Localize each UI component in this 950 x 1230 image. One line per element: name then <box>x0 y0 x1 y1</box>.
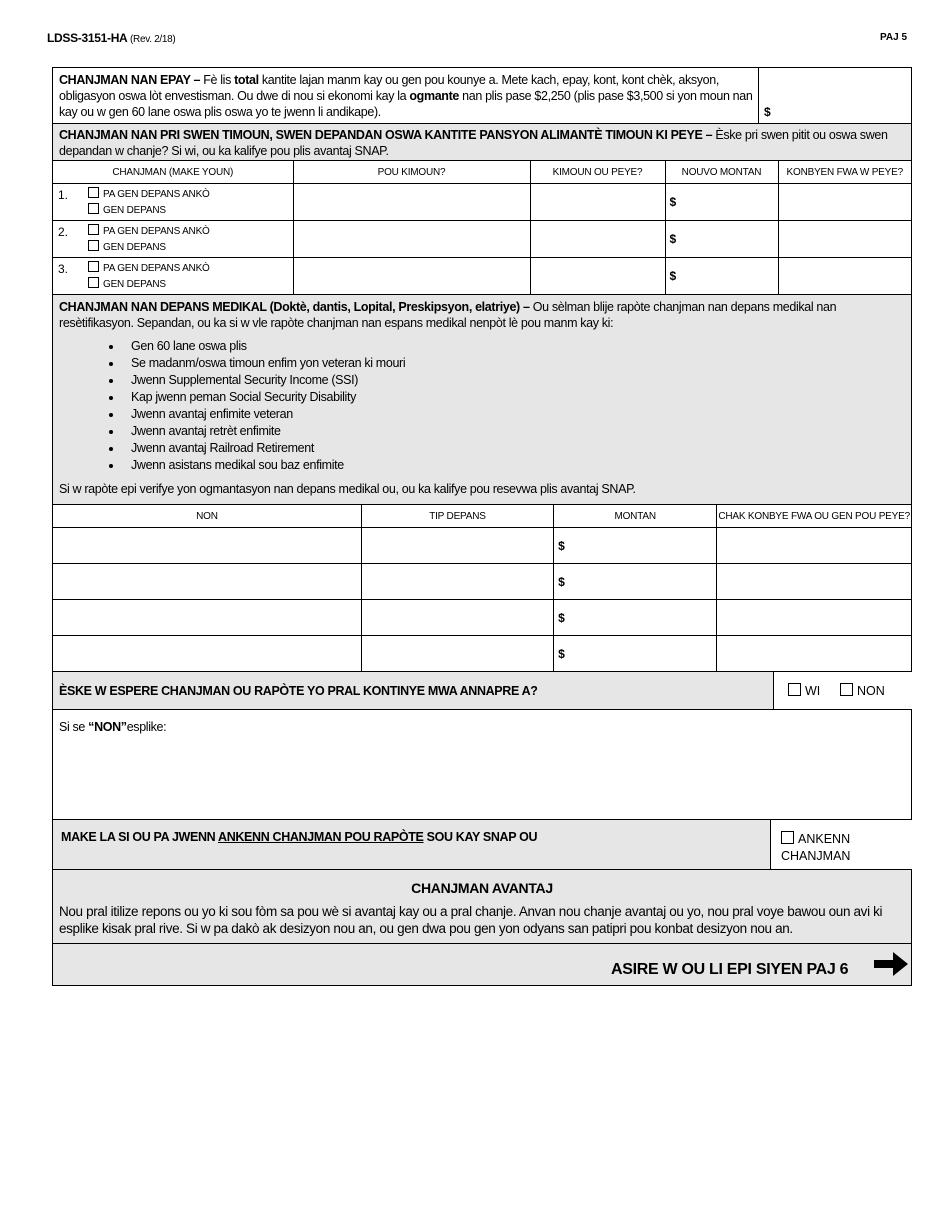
list-item: • Kap jwenn peman Social Security Disability <box>123 389 405 406</box>
checkbox[interactable] <box>88 203 99 214</box>
medical-closing-text: Si w rapòte epi verifye yon ogmantasyon nan depans medikal ou, ou ka kalifye pou resevwa plis avantaj SNAP. <box>59 482 636 496</box>
checkbox[interactable] <box>88 187 99 198</box>
explain-field[interactable] <box>53 710 911 820</box>
benefit-change-text: Nou pral itilize repons ou yo ki sou fòm sa pou wè si avantaj kay ou a pral chanje. Anvan nou chanje avantaj ou yo, nou pral voye bawou oun avi ki esplike kisak pral rive. Si w pa dakò ak desizyon nou an, ou gen dwa pou gen yon odyans san patipri pou konbat desizyon nou an. <box>59 904 883 936</box>
for-whom-field[interactable] <box>293 258 530 295</box>
amount-field[interactable]: $ <box>554 636 717 672</box>
benefit-change-title: CHANJMAN AVANTAJ <box>411 880 553 896</box>
for-whom-field[interactable] <box>293 184 530 221</box>
row-number: 1. <box>58 188 69 202</box>
list-item: • Jwenn avantaj enfimite veteran <box>123 406 405 423</box>
table-row <box>53 528 911 564</box>
new-amount-field[interactable]: $ <box>665 184 778 221</box>
savings-section <box>53 68 911 124</box>
footer-banner <box>53 944 911 985</box>
how-often-field[interactable] <box>778 184 911 221</box>
sign-page-instruction: ASIRE W OU LI EPI SIYEN PAJ 6 <box>611 961 849 978</box>
who-you-pay-field[interactable] <box>530 184 665 221</box>
checkbox[interactable] <box>88 240 99 251</box>
no-change-option[interactable]: ANKENN CHANJMAN <box>781 832 851 863</box>
medical-bullet-list <box>103 338 405 474</box>
column-header: KIMOUN OU PEYE? <box>530 161 665 184</box>
column-header: KONBYEN FWA W PEYE? <box>778 161 911 184</box>
frequency-field[interactable] <box>717 600 911 636</box>
expense-option[interactable]: GEN DEPANS <box>88 240 166 253</box>
medical-section <box>53 295 911 505</box>
name-field[interactable] <box>53 528 361 564</box>
child-support-section <box>53 124 911 161</box>
checkbox[interactable] <box>788 683 801 696</box>
name-field[interactable] <box>53 600 361 636</box>
table-row <box>53 184 911 221</box>
expense-option[interactable]: GEN DEPANS <box>88 277 166 290</box>
column-header: TIP DEPANS <box>361 505 553 528</box>
table-row <box>53 564 911 600</box>
column-header: POU KIMOUN? <box>293 161 530 184</box>
table-row <box>53 221 911 258</box>
row-number: 2. <box>58 225 69 239</box>
no-expense-option[interactable]: PA GEN DEPANS ANKÒ <box>88 224 210 237</box>
column-header: CHANJMAN (MAKE YOUN) <box>53 161 293 184</box>
form-id: LDSS-3151-HA (Rev. 2/18) <box>47 31 176 45</box>
name-field[interactable] <box>53 636 361 672</box>
table-row <box>53 636 911 672</box>
column-header: CHAK KONBYE FWA OU GEN POU PEYE? <box>717 505 911 528</box>
list-item: • Jwenn Supplemental Security Income (SSI) <box>123 372 405 389</box>
expense-type-field[interactable] <box>361 600 553 636</box>
frequency-field[interactable] <box>717 636 911 672</box>
frequency-field[interactable] <box>717 564 911 600</box>
checkbox[interactable] <box>88 261 99 272</box>
table-row <box>53 258 911 295</box>
frequency-field[interactable] <box>717 528 911 564</box>
explain-label: Si se “NON”esplike: <box>59 720 167 734</box>
checkbox[interactable] <box>88 277 99 288</box>
column-header: NON <box>53 505 361 528</box>
yes-option[interactable]: WI <box>788 683 820 698</box>
medical-text: CHANJMAN NAN DEPANS MEDIKAL (Doktè, dantis, Lopital, Preskipsyon, elatriye) – Ou sèlman blije rapòte chanjman nan depans medikal nan resètifikasyon. Sepandan, ou ka si w vle rapòte chanjman nan espans medikal nenpòt lè pou manm kay ki: <box>59 300 837 330</box>
checkbox[interactable] <box>88 224 99 235</box>
amount-field[interactable]: $ <box>554 600 717 636</box>
savings-amount-field[interactable]: $ <box>758 68 912 123</box>
how-often-field[interactable] <box>778 221 911 258</box>
new-amount-field[interactable]: $ <box>665 221 778 258</box>
column-header: MONTAN <box>554 505 717 528</box>
column-header: NOUVO MONTAN <box>665 161 778 184</box>
continue-question-text: ÈSKE W ESPERE CHANJMAN OU RAPÒTE YO PRAL KONTINYE MWA ANNAPRE A? <box>59 684 538 698</box>
no-expense-option[interactable]: PA GEN DEPANS ANKÒ <box>88 261 210 274</box>
savings-text: CHANJMAN NAN EPAY – Fè lis total kantite lajan manm kay ou gen pou kounye a. Mete kach, epay, kont, kont chèk, aksyon, obligasyon oswa lòt envestisman. Ou dwe di nou si ekonomi kay la ogmante nan plis pase $2,250 (plis pase $3,500 si yon moun nan kay ou w gen 60 lane oswa plis oswa yo te jwenn li andikape). <box>59 73 753 119</box>
for-whom-field[interactable] <box>293 221 530 258</box>
continue-question-section <box>53 672 911 710</box>
continue-answer-box <box>773 672 912 709</box>
new-amount-field[interactable]: $ <box>665 258 778 295</box>
expense-type-field[interactable] <box>361 564 553 600</box>
list-item: • Gen 60 lane oswa plis <box>123 338 405 355</box>
page-number: PAJ 5 <box>880 32 908 43</box>
change-report-form <box>52 67 912 986</box>
expense-type-field[interactable] <box>361 528 553 564</box>
checkbox[interactable] <box>840 683 853 696</box>
expense-type-field[interactable] <box>361 636 553 672</box>
no-change-text: MAKE LA SI OU PA JWENN ANKENN CHANJMAN POU RAPÒTE SOU KAY SNAP OU <box>61 830 538 844</box>
list-item: • Jwenn asistans medikal sou baz enfimite <box>123 457 405 474</box>
table-row <box>53 600 911 636</box>
child-support-text: CHANJMAN NAN PRI SWEN TIMOUN, SWEN DEPANDAN OSWA KANTITE PANSYON ALIMANTÈ TIMOUN KI PEYE – Èske pri swen pitit ou oswa swen depandan w chanje? Si wi, ou ka kalifye pou plis avantaj SNAP. <box>59 128 888 158</box>
medical-table <box>53 505 911 672</box>
form-revision: (Rev. 2/18) <box>130 34 176 45</box>
arrow-right-icon <box>873 949 909 979</box>
checkbox[interactable] <box>781 831 794 844</box>
list-item: • Jwenn avantaj retrèt enfimite <box>123 423 405 440</box>
no-change-section <box>53 820 911 870</box>
no-option[interactable]: NON <box>840 683 885 698</box>
list-item: • Se madanm/oswa timoun enfim yon veteran ki mouri <box>123 355 405 372</box>
who-you-pay-field[interactable] <box>530 258 665 295</box>
who-you-pay-field[interactable] <box>530 221 665 258</box>
list-item: • Jwenn avantaj Railroad Retirement <box>123 440 405 457</box>
expense-option[interactable]: GEN DEPANS <box>88 203 166 216</box>
benefit-change-section <box>53 870 911 944</box>
amount-field[interactable]: $ <box>554 528 717 564</box>
no-expense-option[interactable]: PA GEN DEPANS ANKÒ <box>88 187 210 200</box>
amount-field[interactable]: $ <box>554 564 717 600</box>
name-field[interactable] <box>53 564 361 600</box>
child-support-table <box>53 161 911 295</box>
no-change-answer-box <box>770 820 912 869</box>
row-number: 3. <box>58 262 69 276</box>
how-often-field[interactable] <box>778 258 911 295</box>
